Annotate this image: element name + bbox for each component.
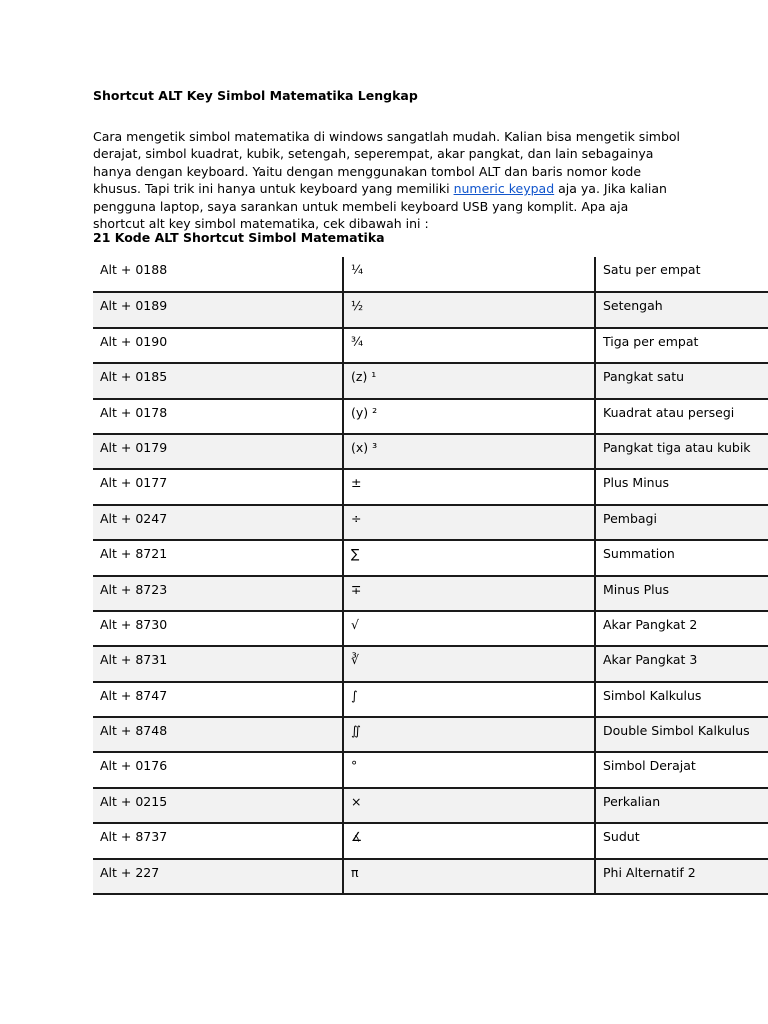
table-row [93,682,768,717]
alt-code-table-body [93,257,768,894]
symbol-name-cell: Pembagi [595,505,768,540]
alt-code-cell: Alt + 0177 [93,469,343,504]
alt-code-cell: Alt + 8731 [93,646,343,681]
table-row [93,363,768,398]
alt-code-cell: Alt + 8747 [93,682,343,717]
intro-text-before-link: Cara mengetik simbol matematika di windows sangatlah mudah. Kalian bisa mengetik simbol derajat, simbol kuadrat, kubik, setengah, seperempat, akar pangkat, dan lain sebagainya hanya dengan keyboard. Yaitu dengan menggunakan tombol ALT dan baris nomor kode khusus. Tapi trik ini hanya untuk keyboard yang memiliki [93,128,681,197]
numeric-keypad-link[interactable]: numeric keypad [453,181,555,197]
table-row [93,788,768,823]
alt-code-cell: Alt + 0179 [93,434,343,469]
alt-code-cell: Alt + 227 [93,859,343,894]
symbol-cell: ¼ [343,257,595,292]
table-row [93,292,768,327]
symbol-name-cell: Sudut [595,823,768,858]
symbol-cell: (z) ¹ [343,363,595,398]
symbol-name-cell: Pangkat tiga atau kubik [595,434,768,469]
alt-code-cell: Alt + 0185 [93,363,343,398]
document-title: Shortcut ALT Key Simbol Matematika Lengkap [93,88,418,103]
alt-code-cell: Alt + 0189 [93,292,343,327]
symbol-cell: π [343,859,595,894]
table-row [93,257,768,292]
symbol-cell: ∬ [343,717,595,752]
table-row [93,505,768,540]
symbol-name-cell: Double Simbol Kalkulus [595,717,768,752]
table-row [93,752,768,787]
symbol-cell: ÷ [343,505,595,540]
symbol-cell: (y) ² [343,399,595,434]
table-row [93,717,768,752]
alt-code-cell: Alt + 0188 [93,257,343,292]
alt-code-cell: Alt + 8721 [93,540,343,575]
symbol-name-cell: Tiga per empat [595,328,768,363]
symbol-name-cell: Pangkat satu [595,363,768,398]
table-row [93,646,768,681]
intro-text-after-link: aja ya. Jika kalian pengguna laptop, saya sarankan untuk membeli keyboard USB yang komplit. Apa aja shortcut alt key simbol matematika, cek dibawah ini : [93,181,667,232]
symbol-cell: ∫ [343,682,595,717]
symbol-name-cell: Minus Plus [595,576,768,611]
alt-code-cell: Alt + 0190 [93,328,343,363]
alt-code-cell: Alt + 0247 [93,505,343,540]
symbol-cell: ± [343,469,595,504]
symbol-name-cell: Akar Pangkat 2 [595,611,768,646]
symbol-cell: ∑ [343,540,595,575]
symbol-name-cell: Summation [595,540,768,575]
symbol-name-cell: Phi Alternatif 2 [595,859,768,894]
symbol-name-cell: Satu per empat [595,257,768,292]
alt-code-cell: Alt + 0176 [93,752,343,787]
alt-code-cell: Alt + 8730 [93,611,343,646]
symbol-name-cell: Kuadrat atau persegi [595,399,768,434]
symbol-name-cell: Simbol Derajat [595,752,768,787]
alt-code-table [93,257,768,895]
symbol-name-cell: Plus Minus [595,469,768,504]
symbol-cell: ∡ [343,823,595,858]
table-row [93,823,768,858]
symbol-cell: ∓ [343,576,595,611]
alt-code-cell: Alt + 0178 [93,399,343,434]
symbol-cell: × [343,788,595,823]
symbol-cell: ° [343,752,595,787]
symbol-name-cell: Akar Pangkat 3 [595,646,768,681]
table-row [93,434,768,469]
symbol-name-cell: Simbol Kalkulus [595,682,768,717]
symbol-name-cell: Perkalian [595,788,768,823]
alt-code-cell: Alt + 8723 [93,576,343,611]
alt-code-cell: Alt + 8748 [93,717,343,752]
intro-paragraph [93,128,683,234]
symbol-cell: ½ [343,292,595,327]
table-row [93,399,768,434]
symbol-cell: ¾ [343,328,595,363]
table-row [93,469,768,504]
table-row [93,611,768,646]
table-row [93,540,768,575]
table-row [93,576,768,611]
table-row [93,859,768,894]
table-row [93,328,768,363]
alt-code-cell: Alt + 8737 [93,823,343,858]
table-heading: 21 Kode ALT Shortcut Simbol Matematika [93,230,385,245]
symbol-cell: (x) ³ [343,434,595,469]
symbol-name-cell: Setengah [595,292,768,327]
symbol-cell: √ [343,611,595,646]
alt-code-cell: Alt + 0215 [93,788,343,823]
symbol-cell: ∛ [343,646,595,681]
